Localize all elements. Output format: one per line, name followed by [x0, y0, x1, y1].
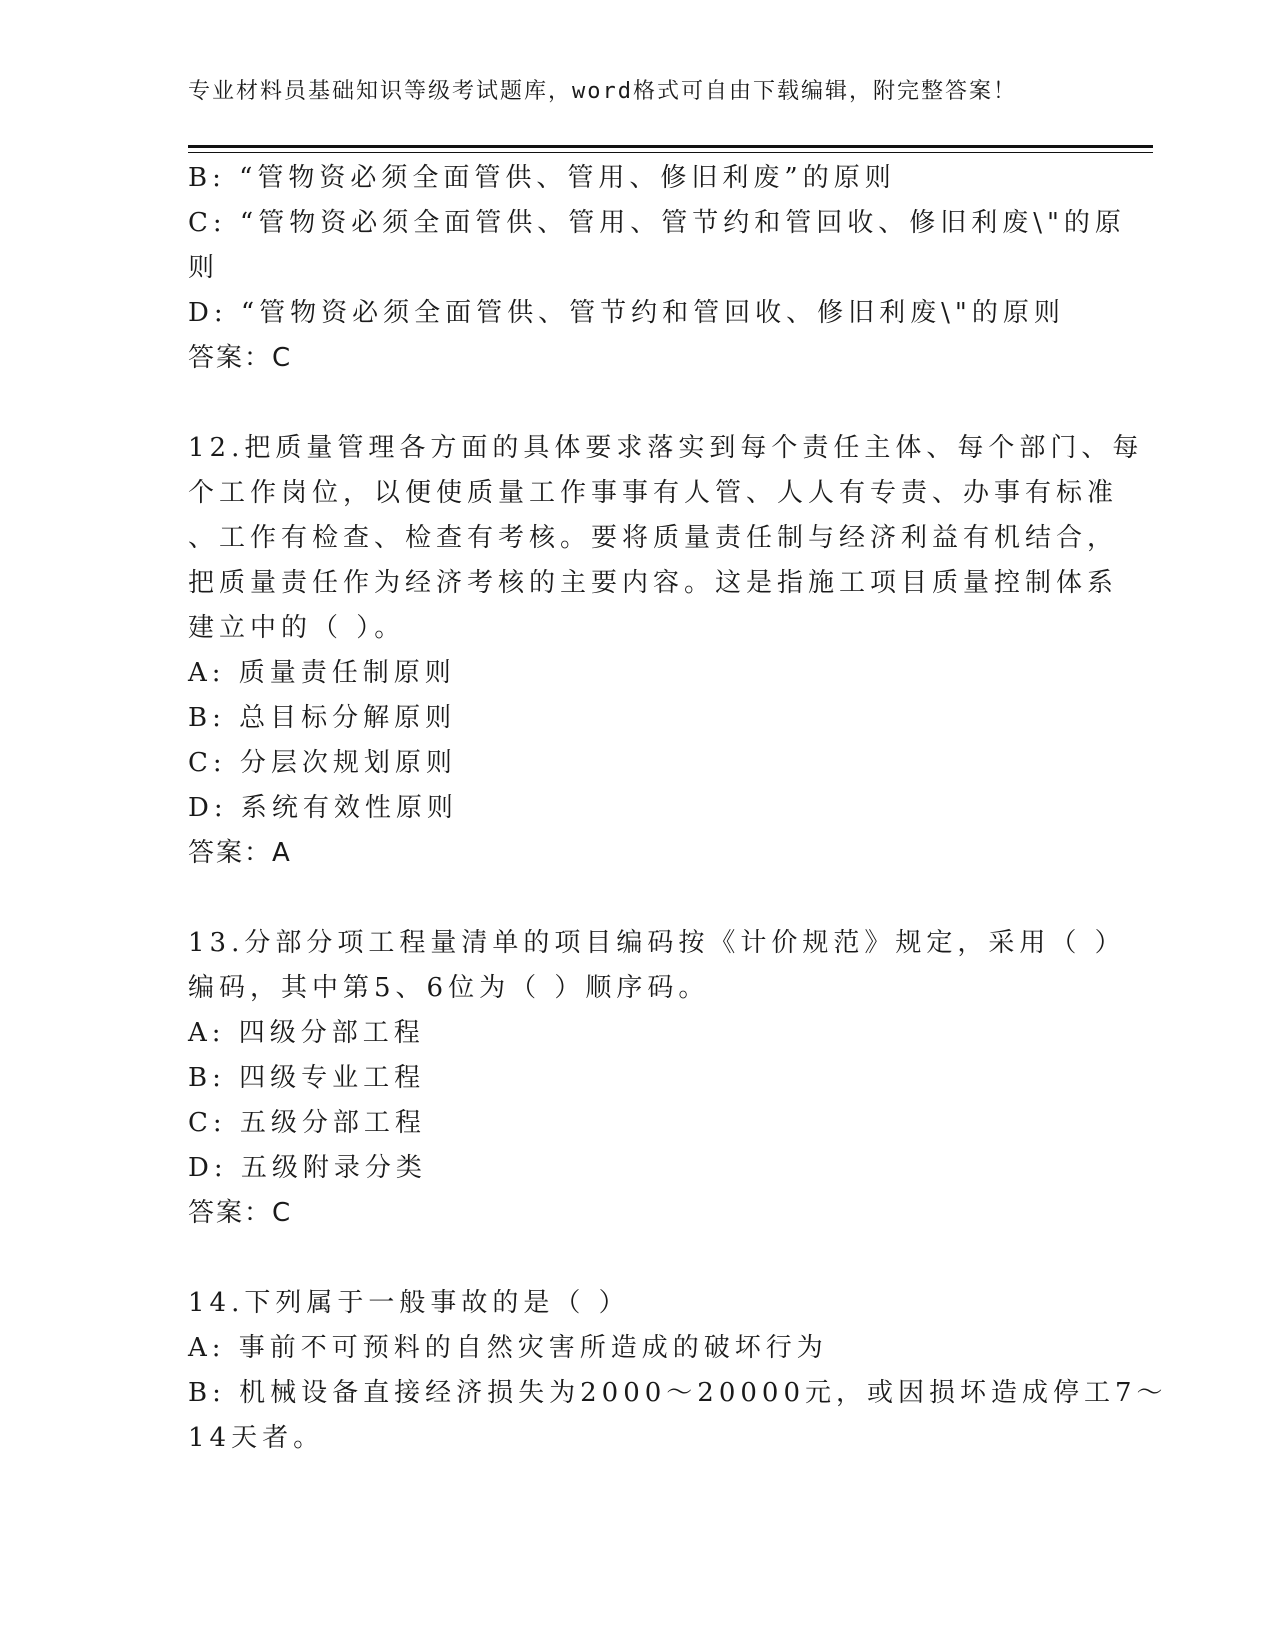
header-rule-thick [188, 145, 1153, 148]
question-12 [188, 426, 1144, 876]
option-c: C: 五级分部工程 [188, 1108, 426, 1138]
option-d: D: 系统有效性原则 [188, 793, 458, 823]
option-a: A: 事前不可预料的自然灾害所造成的破坏行为 [188, 1333, 828, 1363]
option-a: A: 四级分部工程 [188, 1018, 425, 1048]
spacer [188, 381, 1088, 426]
option-b: B: “管物资必须全面管供、管用、修旧利废”的原则 [188, 163, 896, 193]
question-stem: 、工作有检查、检查有考核。要将质量责任制与经济利益有机结合， [188, 523, 1119, 553]
question-14 [188, 1281, 1168, 1461]
option-c: C: 分层次规划原则 [188, 748, 457, 778]
spacer [188, 1236, 1088, 1281]
document-body [188, 156, 1168, 1461]
question-stem: 13.分部分项工程量清单的项目编码按《计价规范》规定，采用（ ） [188, 928, 1126, 958]
answer: 答案：C [188, 1198, 293, 1228]
option-c-continued: 则 [188, 253, 220, 283]
page-header: 专业材料员基础知识等级考试题库，word格式可自由下载编辑，附完整答案！ [188, 79, 1017, 104]
option-c: C: “管物资必须全面管供、管用、管节约和管回收、修旧利废\"的原 [188, 208, 1126, 238]
question-11-tail [188, 156, 1126, 381]
option-b-continued: 14天者。 [188, 1423, 325, 1453]
question-stem: 个工作岗位，以便使质量工作事事有人管、人人有专责、办事有标准 [188, 478, 1119, 508]
header-rule-thin [188, 152, 1153, 153]
spacer [188, 876, 1088, 921]
answer: 答案：A [188, 838, 292, 868]
question-13 [188, 921, 1126, 1236]
question-stem: 把质量责任作为经济考核的主要内容。这是指施工项目质量控制体系 [188, 568, 1119, 598]
question-stem: 编码，其中第5、6位为（ ）顺序码。 [188, 973, 710, 1003]
option-d: D: 五级附录分类 [188, 1153, 427, 1183]
option-d: D: “管物资必须全面管供、管节约和管回收、修旧利废\"的原则 [188, 298, 1065, 328]
question-stem: 建立中的（ ）。 [188, 613, 406, 643]
answer: 答案：C [188, 343, 293, 373]
question-stem: 14.下列属于一般事故的是（ ） [188, 1288, 630, 1318]
option-b: B: 四级专业工程 [188, 1063, 426, 1093]
question-stem: 12.把质量管理各方面的具体要求落实到每个责任主体、每个部门、每 [188, 433, 1144, 463]
option-b: B: 总目标分解原则 [188, 703, 457, 733]
option-a: A: 质量责任制原则 [188, 658, 456, 688]
option-b: B: 机械设备直接经济损失为2000～20000元，或因损坏造成停工7～ [188, 1378, 1168, 1408]
